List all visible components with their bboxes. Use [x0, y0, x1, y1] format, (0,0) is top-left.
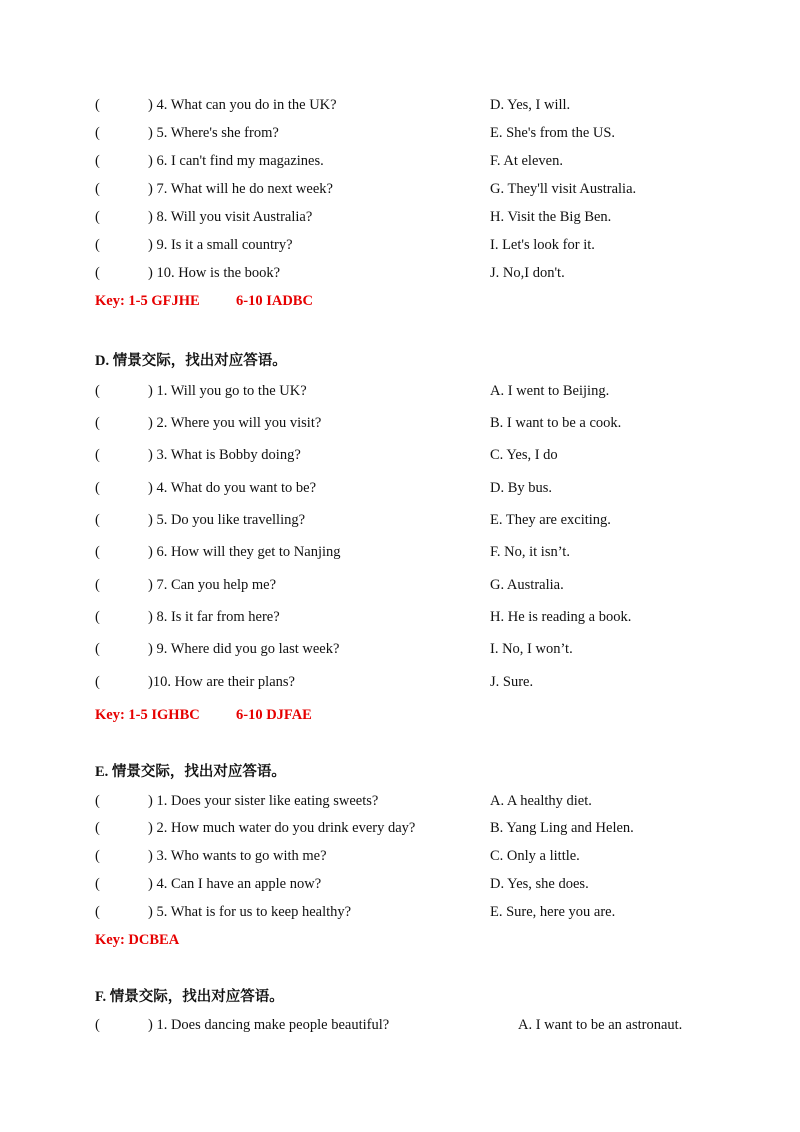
question-row: [0, 412, 800, 434]
question-text: )10. How are their plans?: [148, 674, 295, 690]
question-text: ) 2. How much water do you drink every day?: [148, 820, 416, 836]
question-text: ) 3. Who wants to go with me?: [148, 848, 327, 864]
answer-blank-open: (: [95, 181, 100, 197]
question-text: ) 7. Can you help me?: [148, 577, 277, 593]
question-text: ) 4. What do you want to be?: [148, 480, 317, 496]
section-heading: D. 情景交际，找出对应答语。: [95, 353, 287, 369]
answer-option: D. By bus.: [490, 480, 553, 496]
question-text: ) 10. How is the book?: [148, 265, 281, 281]
question-text: ) 1. Does your sister like eating sweets?: [148, 793, 379, 809]
answer-blank-open: (: [95, 237, 100, 253]
question-row: [0, 574, 800, 596]
question-text: ) 1. Will you go to the UK?: [148, 383, 307, 399]
section-heading: E. 情景交际，找出对应答语。: [95, 764, 286, 780]
question-row: [0, 790, 800, 812]
answer-blank-open: (: [95, 415, 100, 431]
answer-key: [95, 290, 313, 312]
answer-blank-open: (: [95, 447, 100, 463]
question-row: [0, 477, 800, 499]
answer-option: H. He is reading a book.: [490, 609, 632, 625]
question-row: [0, 817, 800, 839]
question-row: [0, 509, 800, 531]
answer-option: H. Visit the Big Ben.: [490, 209, 612, 225]
answer-blank-open: (: [95, 641, 100, 657]
answer-blank-open: (: [95, 848, 100, 864]
answer-blank-open: (: [95, 265, 100, 281]
question-row: [0, 671, 800, 693]
answer-blank-open: (: [95, 609, 100, 625]
question-row: [0, 234, 800, 256]
question-text: ) 9. Is it a small country?: [148, 237, 293, 253]
answer-option: D. Yes, she does.: [490, 876, 589, 892]
answer-option: F. No, it isn’t.: [490, 544, 570, 560]
answer-option: D. Yes, I will.: [490, 97, 571, 113]
answer-blank-open: (: [95, 383, 100, 399]
question-row: [0, 873, 800, 895]
answer-option: C. Only a little.: [490, 848, 580, 864]
answer-option: F. At eleven.: [490, 153, 563, 169]
answer-blank-open: (: [95, 793, 100, 809]
answer-blank-open: (: [95, 577, 100, 593]
question-text: ) 5. Where's she from?: [148, 125, 279, 141]
answer-option: E. Sure, here you are.: [490, 904, 616, 920]
question-text: ) 4. Can I have an apple now?: [148, 876, 322, 892]
question-row: [0, 638, 800, 660]
question-text: ) 8. Is it far from here?: [148, 609, 280, 625]
question-row: [0, 178, 800, 200]
answer-option: I. Let's look for it.: [490, 237, 595, 253]
question-text: ) 8. Will you visit Australia?: [148, 209, 313, 225]
question-row: [0, 262, 800, 284]
answer-blank-open: (: [95, 544, 100, 560]
answer-key: [95, 704, 312, 726]
answer-option: G. They'll visit Australia.: [490, 181, 637, 197]
question-row: [0, 94, 800, 116]
question-row: [0, 150, 800, 172]
answer-option: A. I went to Beijing.: [490, 383, 610, 399]
question-row: [0, 1014, 800, 1036]
answer-blank-open: (: [95, 904, 100, 920]
question-text: ) 6. How will they get to Nanjing: [148, 544, 341, 560]
question-text: ) 4. What can you do in the UK?: [148, 97, 337, 113]
answer-option: J. No,I don't.: [490, 265, 565, 281]
answer-option: B. Yang Ling and Helen.: [490, 820, 634, 836]
answer-key-part2: 6-10 IADBC: [236, 293, 313, 309]
question-text: ) 5. What is for us to keep healthy?: [148, 904, 352, 920]
answer-key-part1: Key: 1-5 IGHBC: [95, 707, 200, 723]
question-row: [0, 122, 800, 144]
question-text: ) 3. What is Bobby doing?: [148, 447, 301, 463]
answer-option: E. She's from the US.: [490, 125, 616, 141]
question-text: ) 6. I can't find my magazines.: [148, 153, 324, 169]
answer-blank-open: (: [95, 820, 100, 836]
answer-blank-open: (: [95, 209, 100, 225]
question-row: [0, 380, 800, 402]
answer-option: A. A healthy diet.: [490, 793, 592, 809]
answer-blank-open: (: [95, 97, 100, 113]
answer-option: A. I want to be an astronaut.: [518, 1017, 683, 1033]
question-text: ) 7. What will he do next week?: [148, 181, 333, 197]
question-row: [0, 845, 800, 867]
question-text: ) 5. Do you like travelling?: [148, 512, 306, 528]
answer-option: G. Australia.: [490, 577, 564, 593]
answer-option: I. No, I won’t.: [490, 641, 573, 657]
answer-blank-open: (: [95, 153, 100, 169]
question-row: [0, 541, 800, 563]
answer-option: B. I want to be a cook.: [490, 415, 622, 431]
answer-key-part2: 6-10 DJFAE: [236, 707, 312, 723]
question-row: [0, 901, 800, 923]
question-text: ) 2. Where you will you visit?: [148, 415, 322, 431]
answer-blank-open: (: [95, 1017, 100, 1033]
answer-blank-open: (: [95, 125, 100, 141]
answer-blank-open: (: [95, 480, 100, 496]
question-row: [0, 444, 800, 466]
answer-key: Key: DCBEA: [95, 932, 180, 948]
answer-blank-open: (: [95, 674, 100, 690]
question-row: [0, 206, 800, 228]
question-text: ) 1. Does dancing make people beautiful?: [148, 1017, 390, 1033]
answer-key-part1: Key: 1-5 GFJHE: [95, 293, 200, 309]
answer-blank-open: (: [95, 876, 100, 892]
answer-option: E. They are exciting.: [490, 512, 611, 528]
answer-option: C. Yes, I do: [490, 447, 558, 463]
question-text: ) 9. Where did you go last week?: [148, 641, 340, 657]
section-heading: F. 情景交际，找出对应答语。: [95, 989, 284, 1005]
question-row: [0, 606, 800, 628]
answer-option: J. Sure.: [490, 674, 534, 690]
answer-blank-open: (: [95, 512, 100, 528]
